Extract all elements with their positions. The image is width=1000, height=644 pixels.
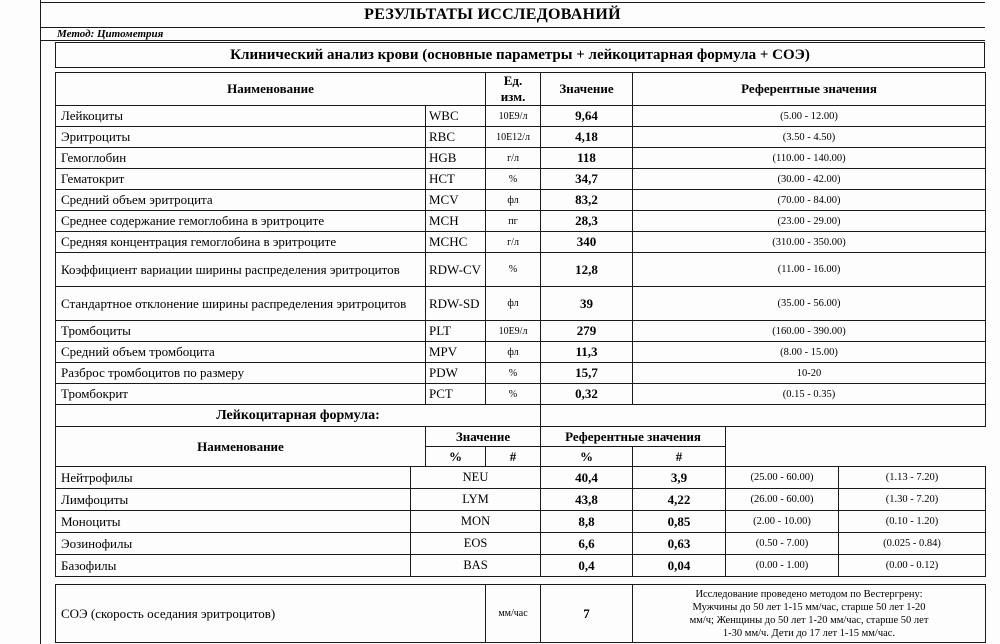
- param-value-cell: 340: [541, 232, 633, 253]
- leukocyte-formula-title-row: [56, 405, 986, 427]
- table-row: [56, 253, 986, 287]
- param-code-cell: MCHC: [426, 232, 486, 253]
- param-unit-cell: фл: [486, 287, 541, 321]
- ref-abs-cell: (1.30 - 7.20): [839, 489, 986, 511]
- soe-name-cell: СОЭ (скорость оседания эритроцитов): [56, 585, 486, 643]
- param-unit-cell: 10Е9/л: [486, 321, 541, 342]
- param-code-cell: LYM: [411, 489, 541, 511]
- param-value-cell: 12,8: [541, 253, 633, 287]
- param-code-cell: MCH: [426, 211, 486, 232]
- results-title: РЕЗУЛЬТАТЫ ИССЛЕДОВАНИЙ: [364, 6, 621, 23]
- leukocyte-col-header-value: Значение: [426, 427, 541, 447]
- table-row: [56, 169, 986, 190]
- param-ref-cell: (5.00 - 12.00): [633, 106, 986, 127]
- value-abs-cell: 0,85: [633, 511, 726, 533]
- table-row: [56, 127, 986, 148]
- table-row: [56, 232, 986, 253]
- value-percent-cell: 40,4: [541, 467, 633, 489]
- param-code-cell: EOS: [411, 533, 541, 555]
- value-abs-header: #: [486, 447, 541, 467]
- param-name-cell: Гемоглобин: [56, 148, 426, 169]
- ref-percent-cell: (0.50 - 7.00): [726, 533, 839, 555]
- param-value-cell: 9,64: [541, 106, 633, 127]
- param-name-cell: Лейкоциты: [56, 106, 426, 127]
- col-header-value: Значение: [541, 73, 633, 106]
- leukocyte-col-header-reference: Референтные значения: [541, 427, 726, 447]
- ref-abs-cell: (0.025 - 0.84): [839, 533, 986, 555]
- divider: [41, 40, 985, 41]
- param-name-cell: Моноциты: [56, 511, 411, 533]
- param-unit-cell: %: [486, 169, 541, 190]
- param-ref-cell: (310.00 - 350.00): [633, 232, 986, 253]
- value-abs-cell: 4,22: [633, 489, 726, 511]
- param-value-cell: 11,3: [541, 342, 633, 363]
- table-row: [56, 363, 986, 384]
- param-name-cell: Средняя концентрация гемоглобина в эритроците: [56, 232, 426, 253]
- param-ref-cell: (70.00 - 84.00): [633, 190, 986, 211]
- param-ref-cell: (23.00 - 29.00): [633, 211, 986, 232]
- param-name-cell: Нейтрофилы: [56, 467, 411, 489]
- param-code-cell: MPV: [426, 342, 486, 363]
- top-divider: [41, 2, 985, 3]
- value-abs-cell: 0,04: [633, 555, 726, 577]
- analysis-title: Клинический анализ крови (основные параметры + лейкоцитарная формула + СОЭ): [55, 42, 985, 68]
- table-row: [56, 467, 986, 489]
- param-name-cell: Средний объем эритроцита: [56, 190, 426, 211]
- table-row: [56, 211, 986, 232]
- param-unit-cell: пг: [486, 211, 541, 232]
- param-ref-cell: (35.00 - 56.00): [633, 287, 986, 321]
- param-code-cell: MCV: [426, 190, 486, 211]
- left-margin-rule: [40, 0, 41, 644]
- empty-cell: [541, 405, 986, 427]
- value-percent-header: %: [426, 447, 486, 467]
- ref-percent-cell: (2.00 - 10.00): [726, 511, 839, 533]
- param-code-cell: BAS: [411, 555, 541, 577]
- param-unit-cell: %: [486, 253, 541, 287]
- col-header-unit-label: Ед. изм.: [500, 73, 526, 104]
- param-value-cell: 15,7: [541, 363, 633, 384]
- table-row: [56, 533, 986, 555]
- param-code-cell: HCT: [426, 169, 486, 190]
- soe-ref-line: 1-30 мм/ч. Дети до 17 лет 1-15 мм/час.: [722, 627, 896, 639]
- param-code-cell: NEU: [411, 467, 541, 489]
- ref-percent-cell: (26.00 - 60.00): [726, 489, 839, 511]
- param-ref-cell: (30.00 - 42.00): [633, 169, 986, 190]
- soe-value-cell: 7: [541, 585, 633, 643]
- param-code-cell: RBC: [426, 127, 486, 148]
- value-percent-cell: 43,8: [541, 489, 633, 511]
- table-row: [56, 342, 986, 363]
- param-ref-cell: (3.50 - 4.50): [633, 127, 986, 148]
- param-unit-cell: фл: [486, 190, 541, 211]
- ref-abs-cell: (0.10 - 1.20): [839, 511, 986, 533]
- param-value-cell: 34,7: [541, 169, 633, 190]
- param-value-cell: 4,18: [541, 127, 633, 148]
- soe-ref-line: Исследование проведено методом по Вестергрену:: [695, 588, 923, 600]
- param-value-cell: 279: [541, 321, 633, 342]
- soe-ref-cell: [633, 585, 986, 643]
- param-name-cell: Коэффициент вариации ширины распределения эритроцитов: [56, 253, 426, 287]
- value-abs-cell: 0,63: [633, 533, 726, 555]
- param-value-cell: 39: [541, 287, 633, 321]
- param-ref-cell: (11.00 - 16.00): [633, 253, 986, 287]
- ref-abs-header: #: [633, 447, 726, 467]
- soe-row: [56, 585, 986, 643]
- param-value-cell: 28,3: [541, 211, 633, 232]
- table-row: [56, 511, 986, 533]
- param-ref-cell: (8.00 - 15.00): [633, 342, 986, 363]
- param-ref-cell: 10-20: [633, 363, 986, 384]
- param-unit-cell: 10Е9/л: [486, 106, 541, 127]
- param-name-cell: Гематокрит: [56, 169, 426, 190]
- param-code-cell: WBC: [426, 106, 486, 127]
- table-row: [56, 190, 986, 211]
- table-row: [56, 321, 986, 342]
- col-header-name: Наименование: [56, 73, 486, 106]
- param-ref-cell: (0.15 - 0.35): [633, 384, 986, 405]
- value-percent-cell: 8,8: [541, 511, 633, 533]
- ref-percent-cell: (25.00 - 60.00): [726, 467, 839, 489]
- param-code-cell: PCT: [426, 384, 486, 405]
- ref-percent-cell: (0.00 - 1.00): [726, 555, 839, 577]
- param-unit-cell: г/л: [486, 148, 541, 169]
- method-label: Метод: Цитометрия: [57, 28, 164, 40]
- ref-abs-cell: (1.13 - 7.20): [839, 467, 986, 489]
- param-code-cell: PLT: [426, 321, 486, 342]
- table-row: [56, 384, 986, 405]
- param-name-cell: Лимфоциты: [56, 489, 411, 511]
- value-abs-cell: 3,9: [633, 467, 726, 489]
- main-table-header-row: [56, 73, 986, 106]
- param-name-cell: Эозинофилы: [56, 533, 411, 555]
- col-header-reference: Референтные значения: [633, 73, 986, 106]
- param-name-cell: Эритроциты: [56, 127, 426, 148]
- param-name-cell: Тромбоциты: [56, 321, 426, 342]
- table-row: [56, 148, 986, 169]
- param-unit-cell: %: [486, 384, 541, 405]
- soe-table: [55, 584, 986, 643]
- param-value-cell: 0,32: [541, 384, 633, 405]
- param-ref-cell: (160.00 - 390.00): [633, 321, 986, 342]
- param-name-cell: Базофилы: [56, 555, 411, 577]
- param-code-cell: HGB: [426, 148, 486, 169]
- param-value-cell: 118: [541, 148, 633, 169]
- param-code-cell: RDW-SD: [426, 287, 486, 321]
- param-code-cell: MON: [411, 511, 541, 533]
- soe-ref-line: Мужчины до 50 лет 1-15 мм/час, старше 50 лет 1-20: [692, 601, 926, 613]
- soe-unit-cell: мм/час: [486, 585, 541, 643]
- param-name-cell: Средний объем тромбоцита: [56, 342, 426, 363]
- param-code-cell: PDW: [426, 363, 486, 384]
- param-name-cell: Тромбокрит: [56, 384, 426, 405]
- param-code-cell: RDW-CV: [426, 253, 486, 287]
- param-name-cell: Среднее содержание гемоглобина в эритроците: [56, 211, 426, 232]
- results-table: [55, 72, 986, 577]
- param-value-cell: 83,2: [541, 190, 633, 211]
- param-unit-cell: г/л: [486, 232, 541, 253]
- param-name-cell: Стандартное отклонение ширины распределения эритроцитов: [56, 287, 426, 321]
- ref-percent-header: %: [541, 447, 633, 467]
- param-unit-cell: фл: [486, 342, 541, 363]
- leukocyte-formula-title: Лейкоцитарная формула:: [56, 405, 541, 427]
- col-header-unit: [486, 73, 541, 106]
- value-percent-cell: 6,6: [541, 533, 633, 555]
- param-unit-cell: %: [486, 363, 541, 384]
- param-ref-cell: (110.00 - 140.00): [633, 148, 986, 169]
- leukocyte-col-header-name: Наименование: [56, 427, 426, 467]
- table-row: [56, 555, 986, 577]
- ref-abs-cell: (0.00 - 0.12): [839, 555, 986, 577]
- table-row: [56, 287, 986, 321]
- value-percent-cell: 0,4: [541, 555, 633, 577]
- table-row: [56, 489, 986, 511]
- leukocyte-header-row-1: [56, 427, 986, 447]
- table-row: [56, 106, 986, 127]
- param-name-cell: Разброс тромбоцитов по размеру: [56, 363, 426, 384]
- param-unit-cell: 10Е12/л: [486, 127, 541, 148]
- soe-ref-line: мм/ч; Женщины до 50 лет 1-20 мм/час, старше 50 лет: [689, 614, 929, 626]
